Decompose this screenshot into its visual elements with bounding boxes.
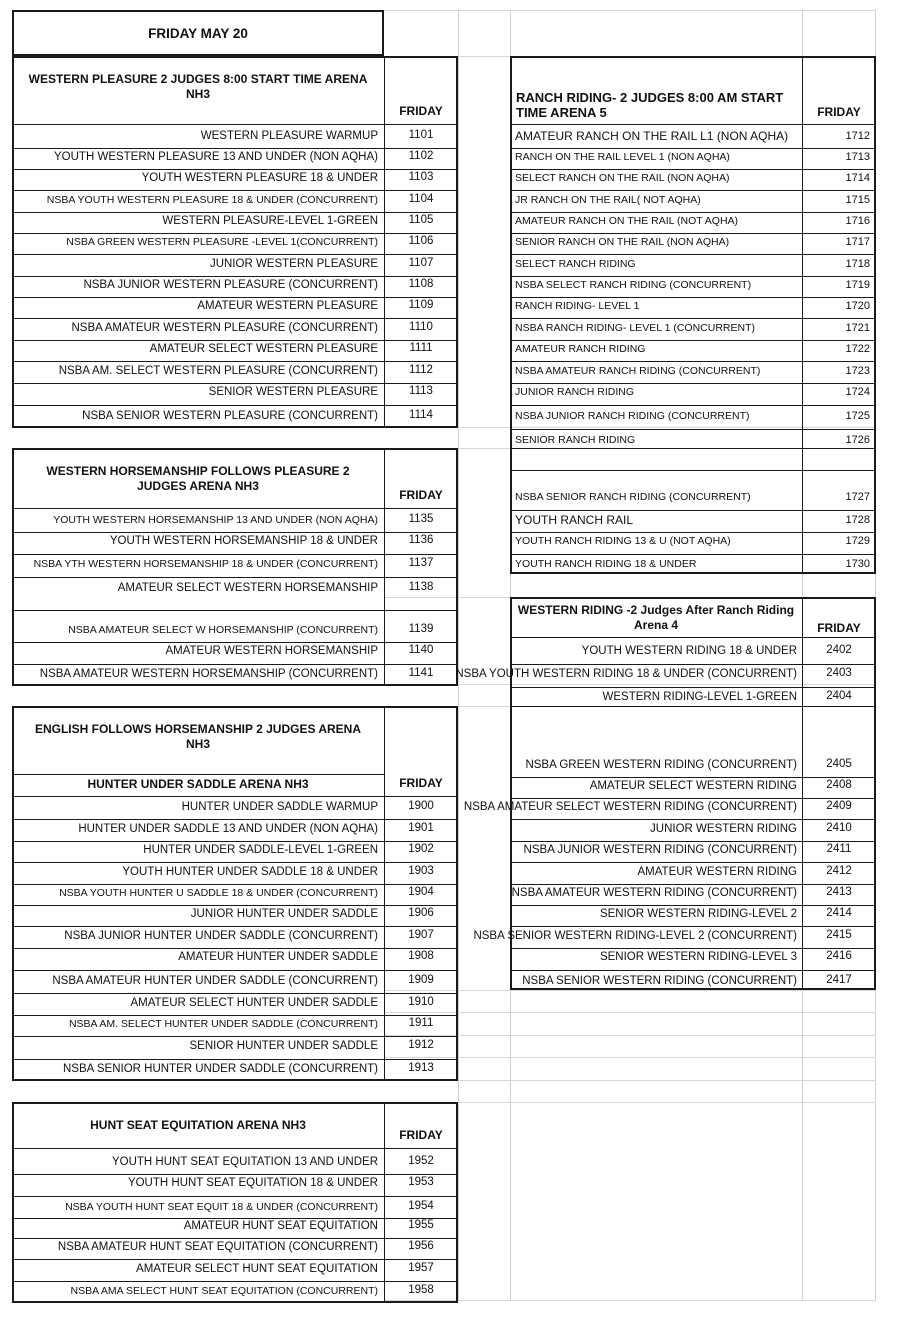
class-name: WESTERN RIDING-LEVEL 1-GREEN <box>602 691 797 703</box>
class-number: 2405 <box>826 758 852 770</box>
class-number: 1726 <box>845 434 870 446</box>
row-divider <box>12 361 458 362</box>
class-name: SENIOR WESTERN PLEASURE <box>208 386 378 398</box>
class-name: NSBA YOUTH WESTERN RIDING 18 & UNDER (CONCURRENT) <box>455 668 797 680</box>
class-name: NSBA SENIOR RANCH RIDING (CONCURRENT) <box>515 491 751 503</box>
class-number: 1114 <box>409 409 433 421</box>
row-divider <box>510 470 876 471</box>
class-number: 1957 <box>408 1262 434 1274</box>
row-divider <box>510 405 876 406</box>
class-name: JR RANCH ON THE RAIL( NOT AQHA) <box>515 194 701 206</box>
class-name: NSBA SELECT RANCH RIDING (CONCURRENT) <box>515 279 752 291</box>
row-divider <box>12 862 458 863</box>
row-divider <box>12 1281 458 1282</box>
day-label: FRIDAY <box>817 105 861 119</box>
class-number: 1714 <box>845 172 870 184</box>
class-name: SENIOR WESTERN RIDING-LEVEL 3 <box>599 951 797 963</box>
class-name: AMATEUR SELECT HUNT SEAT EQUITATION <box>136 1263 378 1275</box>
row-divider <box>12 318 458 319</box>
class-name: WESTERN PLEASURE-LEVEL 1-GREEN <box>162 215 378 227</box>
row-divider <box>510 297 876 298</box>
row-divider <box>12 993 458 994</box>
class-number: 1138 <box>408 581 434 593</box>
class-name: YOUTH WESTERN RIDING 18 & UNDER <box>581 645 797 657</box>
row-divider <box>510 190 876 191</box>
class-number: 1904 <box>408 886 434 898</box>
class-number: 1724 <box>845 386 870 398</box>
class-name: NSBA GREEN WESTERN RIDING (CONCURRENT) <box>525 759 797 771</box>
class-number: 1912 <box>408 1039 434 1051</box>
row-divider <box>12 554 458 555</box>
row-divider <box>510 124 876 125</box>
class-number: 1953 <box>408 1176 434 1188</box>
row-divider <box>12 190 458 191</box>
class-name: NSBA SENIOR WESTERN PLEASURE (CONCURRENT) <box>82 410 378 422</box>
class-name: NSBA AMATEUR WESTERN HORSEMANSHIP (CONCURRENT) <box>39 668 378 680</box>
class-name: RANCH ON THE RAIL LEVEL 1 (NON AQHA) <box>515 151 730 163</box>
section-subheader: HUNTER UNDER SADDLE ARENA NH3 <box>87 777 309 791</box>
class-name: NSBA AMATEUR WESTERN PLEASURE (CONCURRENT) <box>71 322 378 334</box>
class-number: 1109 <box>408 299 434 311</box>
class-number: 1730 <box>845 558 870 570</box>
class-number: 2416 <box>826 950 852 962</box>
class-name: NSBA YOUTH HUNTER U SADDLE 18 & UNDER (CONCURRENT) <box>59 887 378 899</box>
section-header: WESTERN PLEASURE 2 JUDGES 8:00 START TIME ARENA NH3 <box>28 72 368 101</box>
class-number: 1958 <box>408 1284 434 1296</box>
row-divider <box>510 318 876 319</box>
class-number: 1907 <box>408 929 434 941</box>
section-header: HUNT SEAT EQUITATION ARENA NH3 <box>90 1118 306 1132</box>
class-number: 1956 <box>408 1240 434 1252</box>
class-name: SENIOR WESTERN RIDING-LEVEL 2 <box>599 908 797 920</box>
class-number: 1715 <box>845 194 870 206</box>
class-number: 1900 <box>408 800 434 812</box>
class-name: JUNIOR WESTERN RIDING <box>650 823 797 835</box>
class-number: 1716 <box>845 215 870 227</box>
class-name: AMATEUR SELECT HUNTER UNDER SADDLE <box>130 997 378 1009</box>
class-name: AMATEUR RANCH ON THE RAIL (NOT AQHA) <box>515 215 739 227</box>
class-number: 1720 <box>845 300 870 312</box>
class-name: NSBA YOUTH WESTERN PLEASURE 18 & UNDER (CONCURRENT) <box>46 194 378 206</box>
row-divider <box>510 862 876 863</box>
row-divider <box>510 361 876 362</box>
class-name: WESTERN PLEASURE WARMUP <box>200 130 378 142</box>
row-divider <box>510 429 876 430</box>
class-name: NSBA SENIOR WESTERN RIDING (CONCURRENT) <box>522 975 797 987</box>
class-number: 1139 <box>408 623 434 635</box>
class-name: RANCH RIDING- LEVEL 1 <box>515 300 640 312</box>
class-name: YOUTH RANCH RIDING 13 & U (NOT AQHA) <box>515 535 731 547</box>
class-name: AMATEUR SELECT WESTERN HORSEMANSHIP <box>117 582 378 594</box>
class-number: 1910 <box>408 996 434 1008</box>
class-number: 2417 <box>826 974 852 986</box>
class-name: NSBA AM. SELECT HUNTER UNDER SADDLE (CONCURRENT) <box>68 1018 378 1030</box>
row-divider <box>510 637 876 638</box>
class-name: NSBA SENIOR WESTERN RIDING-LEVEL 2 (CONCURRENT) <box>473 930 797 942</box>
class-name: JUNIOR HUNTER UNDER SADDLE <box>190 908 378 920</box>
class-name: NSBA AMATEUR HUNT SEAT EQUITATION (CONCURRENT) <box>57 1241 378 1253</box>
class-number: 1718 <box>845 258 870 270</box>
class-name: HUNTER UNDER SADDLE WARMUP <box>181 801 378 813</box>
row-divider <box>12 405 458 406</box>
class-number: 2402 <box>826 644 852 656</box>
section-header: RANCH RIDING- 2 JUDGES 8:00 AM START TIME ARENA 5 <box>516 90 784 120</box>
row-divider <box>510 970 876 971</box>
class-name: NSBA JUNIOR RANCH RIDING (CONCURRENT) <box>515 410 750 422</box>
row-divider <box>510 448 876 449</box>
class-name: SENIOR RANCH RIDING <box>515 434 636 446</box>
class-number: 1901 <box>408 822 434 834</box>
row-divider <box>12 254 458 255</box>
class-name: NSBA AMATEUR WESTERN RIDING (CONCURRENT) <box>511 887 797 899</box>
class-number: 2403 <box>826 667 852 679</box>
row-divider <box>510 276 876 277</box>
class-number: 1719 <box>845 279 870 291</box>
row-divider <box>12 610 458 611</box>
row-divider <box>12 508 458 509</box>
class-name: YOUTH HUNT SEAT EQUITATION 13 AND UNDER <box>111 1156 378 1168</box>
class-number: 1728 <box>845 514 870 526</box>
class-name: NSBA AMA SELECT HUNT SEAT EQUITATION (CONCURRENT) <box>70 1285 378 1297</box>
row-divider <box>510 510 876 511</box>
row-divider <box>510 233 876 234</box>
row-divider <box>12 796 458 797</box>
class-name: AMATEUR SELECT WESTERN RIDING <box>589 780 797 792</box>
class-number: 1902 <box>408 843 434 855</box>
class-number: 1906 <box>408 907 434 919</box>
row-divider <box>510 212 876 213</box>
class-name: SENIOR HUNTER UNDER SADDLE <box>189 1040 378 1052</box>
class-name: NSBA SENIOR HUNTER UNDER SADDLE (CONCURRENT) <box>62 1063 378 1075</box>
class-number: 1103 <box>408 171 434 183</box>
class-name: NSBA AMATEUR RANCH RIDING (CONCURRENT) <box>515 365 761 377</box>
class-number: 2410 <box>826 822 852 834</box>
class-name: AMATEUR RANCH RIDING <box>515 343 646 355</box>
row-divider <box>12 1148 458 1149</box>
row-divider <box>12 1259 458 1260</box>
row-divider <box>510 340 876 341</box>
row-divider <box>12 819 458 820</box>
class-number: 1110 <box>409 321 433 333</box>
class-number: 1713 <box>845 151 870 163</box>
class-name: SENIOR RANCH ON THE RAIL (NON AQHA) <box>515 236 730 248</box>
section-header: WESTERN HORSEMANSHIP FOLLOWS PLEASURE 2 JUDGES ARENA NH3 <box>46 464 350 493</box>
class-number: 2414 <box>826 907 852 919</box>
class-number: 2409 <box>826 800 852 812</box>
class-number: 1107 <box>408 257 434 269</box>
class-number: 1911 <box>408 1017 434 1029</box>
class-name: HUNTER UNDER SADDLE-LEVEL 1-GREEN <box>143 844 378 856</box>
day-title: FRIDAY MAY 20 <box>148 26 248 41</box>
row-divider <box>12 926 458 927</box>
row-divider <box>12 970 458 971</box>
class-name: YOUTH HUNTER UNDER SADDLE 18 & UNDER <box>122 866 378 878</box>
class-name: AMATEUR WESTERN PLEASURE <box>197 300 378 312</box>
section-header: WESTERN RIDING -2 Judges After Ranch Riding Arena 4 <box>517 603 795 632</box>
class-number: 1113 <box>409 385 433 397</box>
class-name: YOUTH WESTERN PLEASURE 18 & UNDER <box>141 172 378 184</box>
row-divider <box>12 1036 458 1037</box>
class-number: 1721 <box>845 322 870 334</box>
class-number: 1955 <box>408 1219 434 1231</box>
class-name: AMATEUR RANCH ON THE RAIL L1 (NON AQHA) <box>515 129 789 143</box>
class-name: NSBA YTH WESTERN HORSEMANSHIP 18 & UNDER (CONCURRENT) <box>33 558 378 570</box>
day-label: FRIDAY <box>817 621 861 635</box>
class-number: 1727 <box>845 491 870 503</box>
class-name: NSBA JUNIOR WESTERN PLEASURE (CONCURRENT) <box>83 279 378 291</box>
class-name: NSBA AMATEUR HUNTER UNDER SADDLE (CONCURRENT) <box>52 975 378 987</box>
class-number: 1108 <box>408 278 434 290</box>
class-number: 1903 <box>408 865 434 877</box>
class-name: YOUTH HUNT SEAT EQUITATION 18 & UNDER <box>127 1177 378 1189</box>
row-divider <box>12 1059 458 1060</box>
class-number: 1101 <box>408 129 434 141</box>
class-name: JUNIOR RANCH RIDING <box>515 386 635 398</box>
class-name: AMATEUR SELECT WESTERN PLEASURE <box>149 343 378 355</box>
class-number: 1954 <box>408 1200 434 1212</box>
class-number: 1908 <box>408 950 434 962</box>
class-name: NSBA YOUTH HUNT SEAT EQUIT 18 & UNDER (CONCURRENT) <box>65 1201 378 1213</box>
class-name: NSBA GREEN WESTERN PLEASURE -LEVEL 1(CONCURRENT) <box>66 236 378 248</box>
class-number: 1729 <box>845 535 870 547</box>
class-name: YOUTH WESTERN PLEASURE 13 AND UNDER (NON AQHA) <box>54 151 378 163</box>
class-name: YOUTH WESTERN HORSEMANSHIP 18 & UNDER <box>109 535 378 547</box>
class-name: AMATEUR HUNT SEAT EQUITATION <box>183 1220 378 1232</box>
day-label: FRIDAY <box>399 776 443 790</box>
class-number: 2413 <box>826 886 852 898</box>
row-divider <box>510 664 876 665</box>
class-name: NSBA AMATEUR SELECT W HORSEMANSHIP (CONCURRENT) <box>68 624 378 636</box>
class-number: 2411 <box>826 843 852 855</box>
class-number: 1952 <box>408 1155 434 1167</box>
row-divider <box>510 819 876 820</box>
row-divider <box>12 577 458 578</box>
row-divider <box>12 124 458 125</box>
row-divider <box>510 687 876 688</box>
class-name: JUNIOR WESTERN PLEASURE <box>209 258 378 270</box>
row-divider <box>510 926 876 927</box>
class-name: NSBA AMATEUR SELECT WESTERN RIDING (CONCURRENT) <box>463 801 797 813</box>
class-number: 1112 <box>409 364 433 376</box>
row-divider <box>12 1196 458 1197</box>
row-divider <box>510 706 876 707</box>
class-name: NSBA JUNIOR WESTERN RIDING (CONCURRENT) <box>523 844 797 856</box>
class-number: 1909 <box>408 974 434 986</box>
day-label: FRIDAY <box>399 1128 443 1142</box>
class-number: 1105 <box>408 214 434 226</box>
row-divider <box>510 554 876 555</box>
class-name: SELECT RANCH RIDING <box>515 258 636 270</box>
class-name: SELECT RANCH ON THE RAIL (NON AQHA) <box>515 172 730 184</box>
grid-line <box>384 10 876 11</box>
class-number: 1723 <box>845 365 870 377</box>
class-name: YOUTH RANCH RAIL <box>515 513 634 527</box>
class-name: AMATEUR WESTERN HORSEMANSHIP <box>165 645 378 657</box>
class-number: 1102 <box>408 150 434 162</box>
class-name: NSBA RANCH RIDING- LEVEL 1 (CONCURRENT) <box>515 322 755 334</box>
class-number: 1140 <box>408 644 434 656</box>
class-number: 2412 <box>826 865 852 877</box>
class-name: NSBA JUNIOR HUNTER UNDER SADDLE (CONCURRENT) <box>64 930 378 942</box>
class-number: 1106 <box>408 235 434 247</box>
row-divider <box>510 148 876 149</box>
class-number: 2415 <box>826 929 852 941</box>
class-name: AMATEUR HUNTER UNDER SADDLE <box>178 951 378 963</box>
class-name: YOUTH WESTERN HORSEMANSHIP 13 AND UNDER (NON AQHA) <box>53 514 378 526</box>
row-divider <box>510 383 876 384</box>
class-number: 1913 <box>408 1062 434 1074</box>
row-divider <box>510 532 876 533</box>
day-label: FRIDAY <box>399 488 443 502</box>
class-name: YOUTH RANCH RIDING 18 & UNDER <box>515 558 697 570</box>
class-number: 1135 <box>408 513 434 525</box>
class-number: 1141 <box>408 667 434 679</box>
class-name: NSBA AM. SELECT WESTERN PLEASURE (CONCURRENT) <box>58 365 378 377</box>
class-number: 2404 <box>826 690 852 702</box>
class-number: 2408 <box>826 779 852 791</box>
class-number: 1722 <box>845 343 870 355</box>
row-divider <box>510 254 876 255</box>
day-label: FRIDAY <box>399 104 443 118</box>
class-number: 1136 <box>408 534 434 546</box>
class-number: 1717 <box>845 236 870 248</box>
class-name: AMATEUR WESTERN RIDING <box>637 866 797 878</box>
class-number: 1137 <box>408 557 434 569</box>
row-divider <box>12 664 458 665</box>
class-number: 1111 <box>409 342 433 354</box>
class-name: HUNTER UNDER SADDLE 13 AND UNDER (NON AQHA) <box>78 823 378 835</box>
section-header: ENGLISH FOLLOWS HORSEMANSHIP 2 JUDGES ARENA NH3 <box>34 722 362 751</box>
row-divider <box>510 169 876 170</box>
row-divider <box>12 774 384 775</box>
class-number: 1712 <box>845 130 870 142</box>
class-number: 1725 <box>845 410 870 422</box>
class-number: 1104 <box>408 193 434 205</box>
